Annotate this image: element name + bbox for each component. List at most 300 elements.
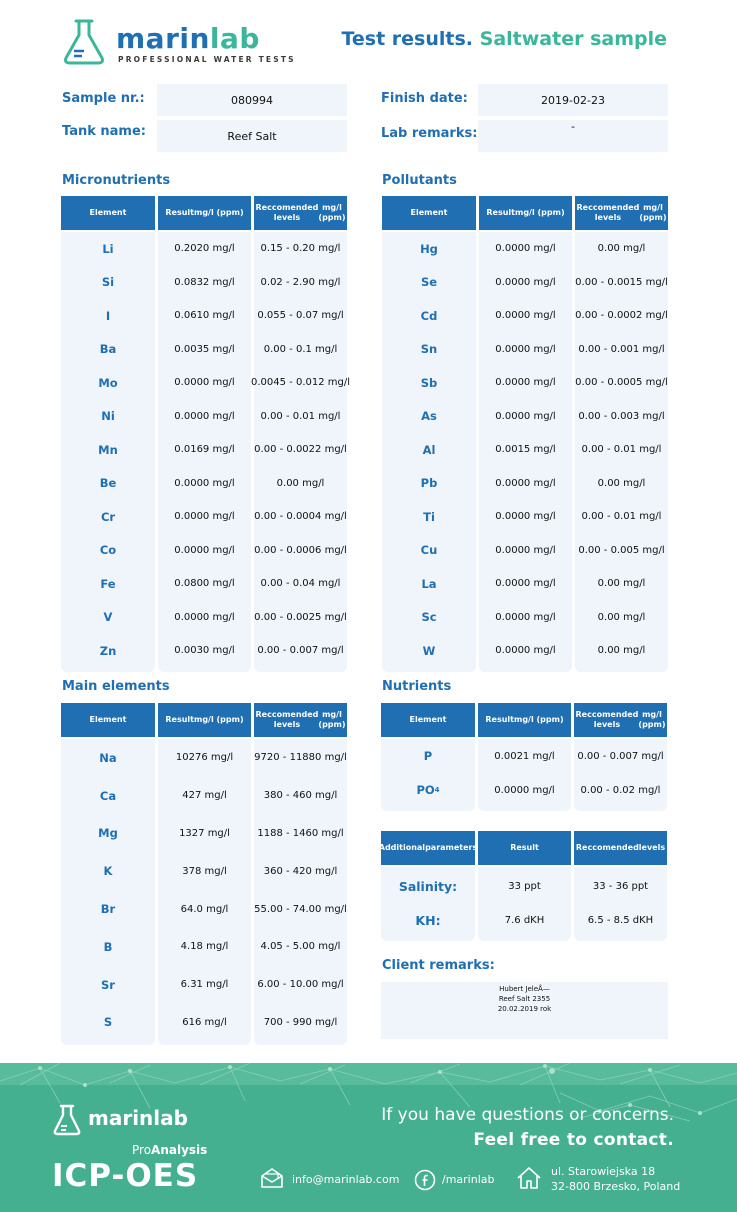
cell-text: 0.00 mg/l: [597, 243, 646, 255]
result-value: [158, 601, 251, 635]
result-header: [158, 196, 251, 230]
recommended-range: [254, 852, 347, 890]
cell-text: 0.0169 mg/l: [174, 444, 235, 456]
tank-name-field: Reef Salt: [157, 120, 347, 152]
element-symbol: [382, 534, 476, 568]
table-body: [61, 739, 347, 1045]
element-symbol-text: B: [103, 939, 113, 954]
recommended-range: [574, 869, 667, 903]
result-value: [158, 366, 251, 400]
recommended-range: [254, 777, 347, 815]
cell-text: 0.0000 mg/l: [494, 784, 555, 796]
element-symbol: [61, 467, 155, 501]
recommended-range: [575, 299, 668, 333]
recommended-range: [254, 815, 347, 853]
element-symbol-text: K: [103, 864, 113, 879]
table-column: [251, 232, 350, 672]
recommended-range: [254, 601, 347, 635]
element-symbol-text: Si: [101, 275, 115, 290]
recommended-range: [254, 333, 347, 367]
proanalysis-label: ProAnalysis: [132, 1143, 208, 1157]
cell-text: 0.00 - 0.007 mg/l: [257, 645, 344, 657]
element-symbol-text: PO: [416, 783, 435, 797]
element-symbol: [381, 773, 475, 807]
element-header-text: Element: [89, 208, 127, 217]
element-symbol: [61, 433, 155, 467]
element-symbol-text: As: [421, 409, 437, 424]
cell-text: 0.0000 mg/l: [495, 645, 556, 657]
result-value: [158, 467, 251, 501]
table-header-row: [61, 703, 347, 737]
table-column: [158, 739, 251, 1045]
element-symbol-text: Al: [422, 442, 436, 457]
finish-date-label: Finish date:: [381, 91, 468, 106]
table-body: [381, 739, 667, 811]
result-value: [479, 299, 572, 333]
cell-text: 360 - 420 mg/l: [263, 865, 338, 877]
recommended-header: [574, 703, 667, 737]
pollutants-title: Pollutants: [382, 173, 457, 188]
finish-date-field: 2019-02-23: [478, 84, 668, 116]
recommended-range: [574, 773, 667, 807]
cell-text: 0.0000 mg/l: [174, 544, 235, 556]
table-column: [381, 867, 475, 941]
element-symbol: [61, 739, 155, 777]
additional-header-text: parameters: [425, 843, 478, 852]
cell-text: 9720 - 11880 mg/l: [254, 752, 347, 764]
element-symbol: [61, 777, 155, 815]
table-column: [381, 739, 475, 811]
result-value: [158, 739, 251, 777]
result-value: [479, 333, 572, 367]
recommended-range: [254, 500, 347, 534]
email-link[interactable]: info@marinlab.com: [292, 1173, 400, 1186]
recommended-range: [575, 333, 668, 367]
recommended-header: [254, 703, 347, 737]
cell-text: 0.00 - 0.005 mg/l: [578, 544, 665, 556]
recommended-range: [254, 928, 347, 966]
cell-text: 6.00 - 10.00 mg/l: [257, 979, 344, 991]
result-value: [158, 333, 251, 367]
cell-text: 0.00 mg/l: [276, 477, 325, 489]
recommended-range: [254, 299, 347, 333]
element-symbol-text: KH:: [415, 912, 441, 928]
cell-text: 0.0000 mg/l: [495, 243, 556, 255]
element-header: [381, 703, 475, 737]
element-symbol-text: Sc: [421, 610, 437, 625]
cell-text: 0.0000 mg/l: [495, 310, 556, 322]
recommended-header-text: mg/l (ppm): [639, 203, 667, 222]
element-symbol-text: Co: [99, 543, 117, 558]
recommended-range: [575, 634, 668, 668]
footer-flask-icon: [52, 1104, 82, 1136]
cell-text: 0.00 - 0.0025 mg/l: [254, 611, 347, 623]
result-value: [479, 601, 572, 635]
cell-text: 0.00 - 0.0004 mg/l: [254, 511, 347, 523]
cell-text: 64.0 mg/l: [180, 903, 229, 915]
additional-header-text: Additional: [378, 843, 426, 852]
element-symbol: [61, 232, 155, 266]
element-symbol: [61, 534, 155, 568]
footer-logo-wordmark: marinlab: [88, 1106, 188, 1130]
cell-text: 0.0832 mg/l: [174, 276, 235, 288]
table-column: [61, 739, 155, 1045]
result-value: [158, 266, 251, 300]
element-symbol-text: Ti: [423, 509, 435, 524]
cell-text: 0.0000 mg/l: [174, 477, 235, 489]
element-symbol: [382, 400, 476, 434]
result-value: [158, 534, 251, 568]
result-header-text: Result: [165, 208, 194, 217]
element-symbol: [61, 852, 155, 890]
recommended-range: [575, 467, 668, 501]
cell-text: 10276 mg/l: [175, 752, 234, 764]
subscript: 4: [434, 786, 440, 794]
footer: [0, 1063, 737, 1212]
result-value: [479, 500, 572, 534]
lab-remarks-field: -: [478, 120, 668, 152]
result-header: [478, 831, 571, 865]
table-column: [575, 232, 668, 672]
element-header: [61, 703, 155, 737]
micronutrients-title: Micronutrients: [62, 173, 171, 188]
element-header-text: Element: [409, 715, 447, 724]
result-value: [158, 299, 251, 333]
element-symbol: [382, 333, 476, 367]
recommended-header: [574, 831, 667, 865]
cell-text: 0.00 - 0.003 mg/l: [578, 410, 665, 422]
cell-text: 0.00 - 0.0022 mg/l: [254, 444, 347, 456]
element-symbol: [61, 567, 155, 601]
client-remarks-line: 20.02.2019 rok: [497, 1005, 552, 1014]
cell-text: 7.6 dKH: [504, 914, 545, 926]
recommended-range: [575, 400, 668, 434]
cell-text: 0.00 mg/l: [597, 645, 646, 657]
cell-text: 0.00 mg/l: [597, 611, 646, 623]
element-symbol-text: La: [421, 576, 437, 591]
element-symbol: [382, 299, 476, 333]
recommended-range: [575, 266, 668, 300]
table-column: [254, 739, 347, 1045]
element-symbol: [381, 739, 475, 773]
result-value: [479, 232, 572, 266]
element-symbol-text: Ca: [99, 788, 117, 803]
recommended-range: [254, 739, 347, 777]
element-symbol: [61, 400, 155, 434]
result-value: [158, 777, 251, 815]
result-header-text: Result: [485, 715, 514, 724]
element-symbol-text: Cr: [100, 509, 116, 524]
questions-text: If you have questions or concerns.: [381, 1105, 674, 1125]
result-header-text: mg/l (ppm): [513, 715, 564, 724]
recommended-header-text: mg/l (ppm): [638, 710, 666, 729]
element-symbol-text: Hg: [420, 241, 438, 256]
logo-tagline: PROFESSIONAL WATER TESTS: [118, 55, 296, 64]
element-header: [61, 196, 155, 230]
additional-header: [378, 831, 478, 865]
element-symbol-text: Se: [420, 275, 438, 290]
result-value: [158, 400, 251, 434]
recommended-header: [254, 196, 347, 230]
logo-wordmark: marinlab: [116, 22, 260, 55]
element-symbol: [61, 601, 155, 635]
table-column: [382, 232, 476, 672]
result-value: [479, 266, 572, 300]
element-symbol-text: Sn: [420, 342, 438, 357]
element-symbol-text: P: [423, 749, 433, 763]
recommended-range: [254, 433, 347, 467]
element-symbol: [61, 815, 155, 853]
element-symbol: [382, 266, 476, 300]
element-symbol: [61, 366, 155, 400]
cell-text: 0.00 mg/l: [597, 578, 646, 590]
cell-text: 0.0000 mg/l: [174, 611, 235, 623]
table-column: [61, 232, 155, 672]
main-elements-title: Main elements: [62, 679, 170, 694]
result-header-text: mg/l (ppm): [193, 208, 244, 217]
cell-text: 0.00 - 0.0002 mg/l: [575, 310, 668, 322]
cell-text: 0.0000 mg/l: [174, 377, 235, 389]
element-symbol-text: Zn: [99, 643, 117, 658]
element-symbol: [61, 1004, 155, 1042]
element-symbol: [382, 366, 476, 400]
element-symbol-text: Salinity:: [398, 878, 458, 894]
recommended-range: [254, 534, 347, 568]
client-remarks-line: Hubert JeleÅ—: [499, 985, 550, 993]
result-value: [479, 366, 572, 400]
element-symbol-text: Li: [102, 241, 114, 256]
recommended-range: [575, 500, 668, 534]
element-symbol: [61, 928, 155, 966]
element-symbol: [61, 333, 155, 367]
pollutants-table: [382, 196, 668, 672]
table-header-row: [378, 831, 667, 865]
recommended-header-text: Reccomended levels: [255, 710, 319, 729]
result-value: [158, 433, 251, 467]
result-value: [479, 634, 572, 668]
element-symbol-text: Mo: [98, 375, 118, 390]
recommended-range: [574, 903, 667, 937]
cell-text: 0.02 - 2.90 mg/l: [260, 276, 341, 288]
recommended-header-text: Reccomended levels: [255, 203, 319, 222]
cell-text: 0.0000 mg/l: [495, 410, 556, 422]
table-column: [574, 867, 667, 941]
recommended-range: [254, 467, 347, 501]
element-header: [382, 196, 476, 230]
address-line-1: ul. Starowiejska 18: [551, 1165, 656, 1178]
table-column: [479, 232, 572, 672]
element-header-text: Element: [410, 208, 448, 217]
recommended-range: [575, 433, 668, 467]
result-value: [158, 928, 251, 966]
cell-text: 427 mg/l: [182, 790, 227, 802]
recommended-range: [254, 232, 347, 266]
element-symbol-text: Cu: [420, 543, 438, 558]
home-icon: [516, 1166, 542, 1190]
element-symbol: [61, 634, 155, 668]
cell-text: 700 - 990 mg/l: [263, 1016, 338, 1028]
result-header: [478, 703, 571, 737]
result-value: [158, 852, 251, 890]
recommended-range: [575, 567, 668, 601]
element-symbol-text: Be: [99, 476, 117, 491]
cell-text: 0.0000 mg/l: [495, 343, 556, 355]
result-value: [158, 634, 251, 668]
result-value: [158, 890, 251, 928]
table-body: [61, 232, 350, 672]
result-header: [158, 703, 251, 737]
result-value: [478, 903, 571, 937]
cell-text: 0.0035 mg/l: [174, 343, 235, 355]
cell-text: 33 - 36 ppt: [592, 880, 649, 892]
element-symbol: [382, 232, 476, 266]
cell-text: 6.5 - 8.5 dKH: [587, 914, 654, 926]
table-body: [382, 232, 668, 672]
client-remarks-box: [381, 982, 668, 1039]
tank-label: Tank name:: [62, 124, 146, 139]
element-symbol: [382, 467, 476, 501]
cell-text: 0.15 - 0.20 mg/l: [260, 243, 341, 255]
facebook-icon: [414, 1169, 436, 1191]
result-value: [478, 869, 571, 903]
icp-oes-label: ICP-OES: [52, 1158, 199, 1194]
recommended-range: [254, 266, 347, 300]
result-header-text: Result: [510, 843, 539, 852]
cell-text: 616 mg/l: [182, 1016, 227, 1028]
cell-text: 0.0000 mg/l: [495, 477, 556, 489]
cell-text: 0.00 - 0.001 mg/l: [578, 343, 665, 355]
result-value: [478, 739, 571, 773]
result-header-text: mg/l (ppm): [514, 208, 565, 217]
recommended-range: [254, 400, 347, 434]
cell-text: 380 - 460 mg/l: [263, 790, 338, 802]
marinlab-logo: [62, 18, 302, 68]
element-symbol: [382, 567, 476, 601]
element-symbol: [61, 966, 155, 1004]
recommended-header-text: levels: [638, 843, 666, 852]
result-header: [479, 196, 572, 230]
element-symbol: [382, 634, 476, 668]
cell-text: 6.31 mg/l: [180, 979, 229, 991]
element-symbol-text: W: [422, 643, 436, 658]
result-value: [479, 467, 572, 501]
client-remarks-title: Client remarks:: [382, 958, 495, 973]
cell-text: 0.0000 mg/l: [495, 611, 556, 623]
element-symbol: [382, 433, 476, 467]
result-value: [479, 433, 572, 467]
element-symbol-text: Sr: [101, 977, 115, 992]
micronutrients-table: [61, 196, 350, 672]
element-symbol-text: S: [103, 1015, 113, 1030]
sample-label: Sample nr.:: [62, 91, 145, 106]
element-symbol-text: Sb: [420, 375, 438, 390]
recommended-range: [575, 366, 668, 400]
cell-text: 0.00 - 0.0005 mg/l: [575, 377, 668, 389]
cell-text: 0.00 - 0.01 mg/l: [581, 511, 662, 523]
result-value: [479, 567, 572, 601]
element-symbol-text: Fe: [100, 576, 116, 591]
recommended-range: [254, 634, 347, 668]
element-symbol: [381, 903, 475, 937]
cell-text: 0.0000 mg/l: [495, 276, 556, 288]
element-symbol-text: Mg: [98, 826, 118, 841]
cell-text: 0.0800 mg/l: [174, 578, 235, 590]
result-header-text: mg/l (ppm): [193, 715, 244, 724]
table-column: [158, 232, 251, 672]
element-symbol-text: I: [105, 308, 111, 323]
result-value: [479, 400, 572, 434]
cell-text: 0.0021 mg/l: [494, 750, 555, 762]
cell-text: 4.05 - 5.00 mg/l: [260, 941, 341, 953]
address-line-2: 32-800 Brzesko, Poland: [551, 1180, 681, 1193]
recommended-header-text: mg/l (ppm): [318, 203, 346, 222]
cell-text: 0.0015 mg/l: [495, 444, 556, 456]
element-symbol: [382, 500, 476, 534]
result-value: [158, 567, 251, 601]
cell-text: 0.055 - 0.07 mg/l: [257, 310, 344, 322]
facebook-link[interactable]: /marinlab: [442, 1173, 495, 1186]
cell-text: 0.0000 mg/l: [495, 377, 556, 389]
cell-text: 33 ppt: [508, 880, 541, 892]
result-value: [158, 1004, 251, 1042]
page-title: Test results. Saltwater sample: [341, 28, 667, 50]
element-symbol-text: Br: [100, 902, 116, 917]
cell-text: 0.00 - 0.007 mg/l: [577, 750, 664, 762]
cell-text: 0.00 - 0.0015 mg/l: [575, 276, 668, 288]
recommended-header-text: mg/l (ppm): [318, 710, 346, 729]
cell-text: 0.00 - 0.02 mg/l: [580, 784, 661, 796]
cell-text: 4.18 mg/l: [180, 941, 229, 953]
recommended-header-text: Reccomended: [575, 843, 639, 852]
sample-number-field: 080994: [157, 84, 347, 116]
cell-text: 0.0030 mg/l: [174, 645, 235, 657]
table-body: [381, 867, 667, 941]
element-symbol-text: Na: [99, 750, 117, 765]
element-symbol: [61, 500, 155, 534]
element-symbol: [381, 869, 475, 903]
cell-text: 0.00 - 0.04 mg/l: [260, 578, 341, 590]
element-symbol: [61, 299, 155, 333]
recommended-range: [254, 890, 347, 928]
cell-text: 0.2020 mg/l: [174, 243, 235, 255]
table-header-row: [61, 196, 347, 230]
element-symbol-text: Ba: [99, 342, 117, 357]
result-value: [158, 815, 251, 853]
recommended-range: [574, 739, 667, 773]
cell-text: 1327 mg/l: [179, 827, 230, 839]
mail-icon: [260, 1167, 284, 1189]
table-column: [478, 739, 571, 811]
recommended-range: [575, 534, 668, 568]
element-symbol: [61, 266, 155, 300]
cell-text: 1188 - 1460 mg/l: [257, 827, 344, 839]
cell-text: 378 mg/l: [182, 865, 227, 877]
table-header-row: [382, 196, 668, 230]
recommended-range: [251, 366, 350, 400]
cell-text: 0.00 - 0.1 mg/l: [263, 343, 338, 355]
element-symbol-text: Pb: [420, 476, 438, 491]
table-column: [574, 739, 667, 811]
cell-text: 55.00 - 74.00 mg/l: [254, 903, 347, 915]
element-symbol-text: Ni: [101, 409, 115, 424]
recommended-header-text: Reccomended levels: [575, 710, 639, 729]
cell-text: 0.00 - 0.01 mg/l: [581, 444, 662, 456]
cell-text: 0.00 - 0.0006 mg/l: [254, 544, 347, 556]
cell-text: 0.0610 mg/l: [174, 310, 235, 322]
cell-text: 0.00 mg/l: [597, 477, 646, 489]
result-header-text: Result: [165, 715, 194, 724]
main-elements-table: [61, 703, 347, 1045]
